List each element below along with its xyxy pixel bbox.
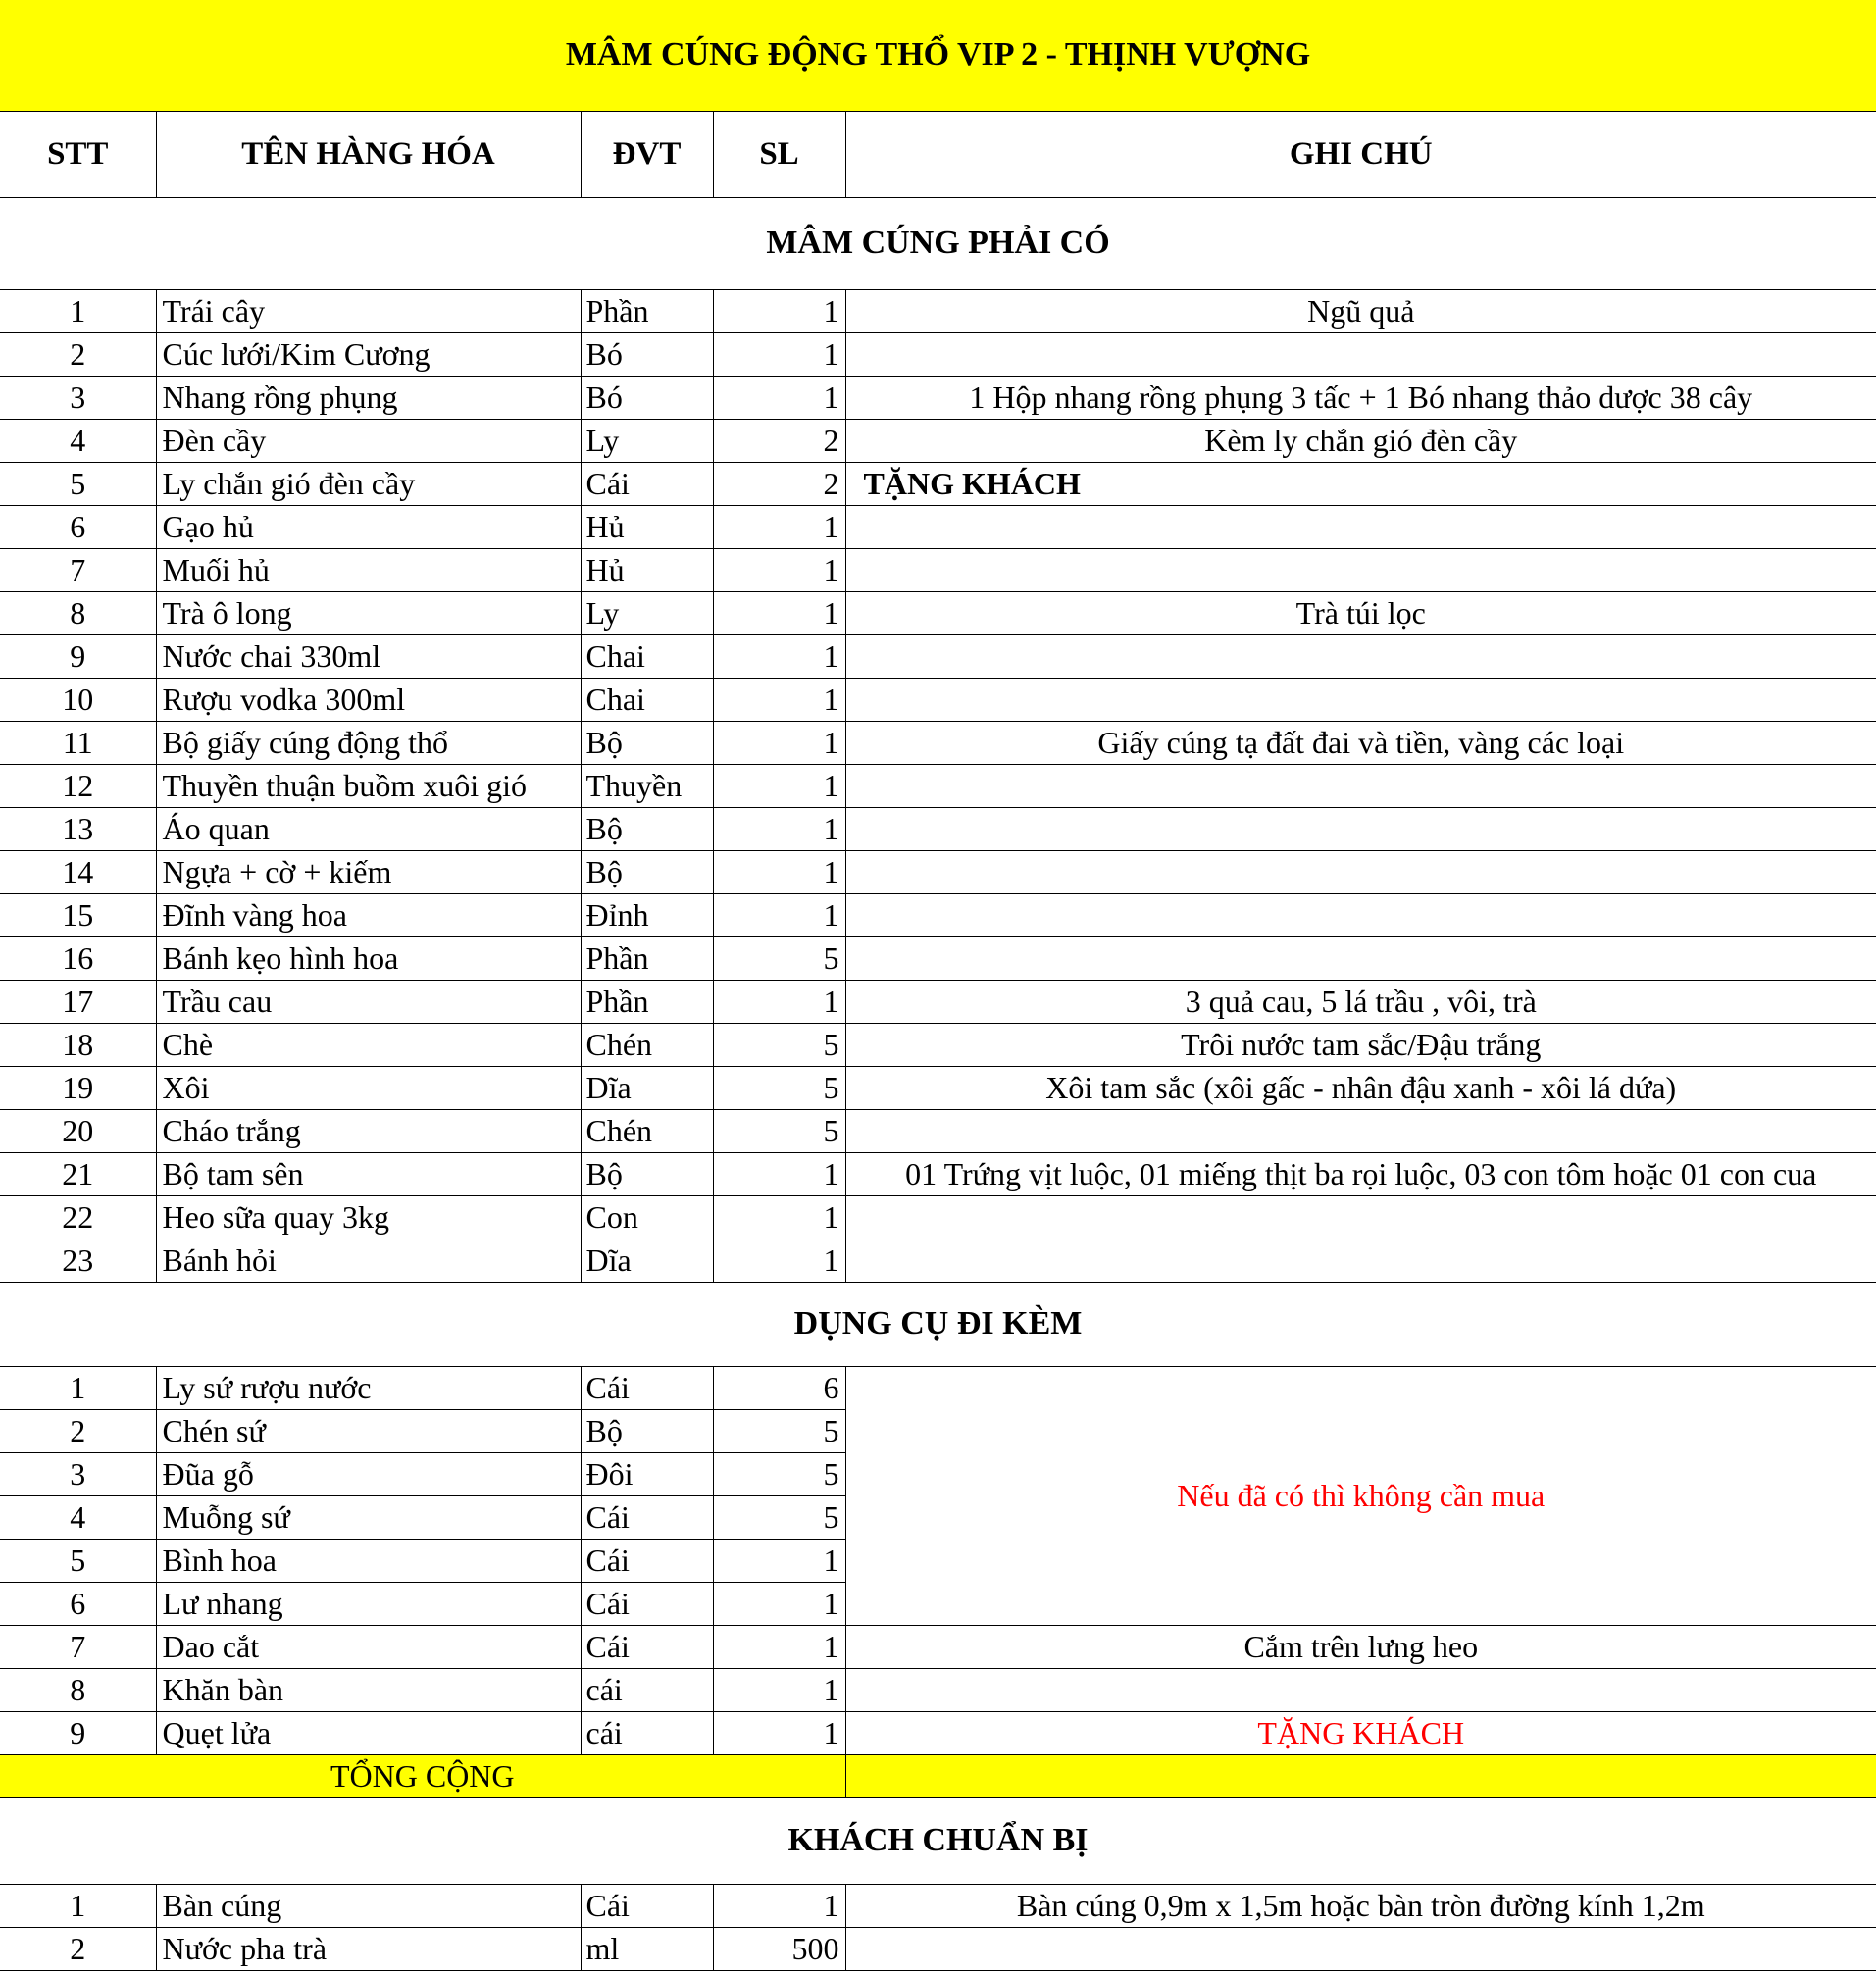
item-number: 8	[0, 591, 156, 634]
item-number: 16	[0, 936, 156, 980]
item-quantity: 5	[713, 1409, 845, 1452]
item-note	[845, 332, 1876, 376]
table-row	[0, 1884, 1876, 1927]
item-quantity: 1	[713, 332, 845, 376]
table-row	[0, 1023, 1876, 1066]
table-row	[0, 1711, 1876, 1754]
item-unit: Phần	[581, 936, 713, 980]
section-title-customer: KHÁCH CHUẨN BỊ	[0, 1797, 1876, 1884]
item-name: Nước pha trà	[156, 1927, 581, 1970]
item-name: Bánh hỏi	[156, 1239, 581, 1282]
item-unit: Bộ	[581, 850, 713, 893]
item-number: 9	[0, 634, 156, 678]
item-note	[845, 1668, 1876, 1711]
item-quantity: 1	[713, 505, 845, 548]
item-unit: Thuyền	[581, 764, 713, 807]
item-note: Trôi nước tam sắc/Đậu trắng	[845, 1023, 1876, 1066]
item-number: 18	[0, 1023, 156, 1066]
item-quantity: 1	[713, 1195, 845, 1239]
item-name: Muối hủ	[156, 548, 581, 591]
title-row	[0, 0, 1876, 111]
item-name: Gạo hủ	[156, 505, 581, 548]
item-number: 6	[0, 1582, 156, 1625]
item-unit: Bộ	[581, 807, 713, 850]
table-row	[0, 721, 1876, 764]
header-unit: ĐVT	[581, 111, 713, 197]
tools-merged-note: Nếu đã có thì không cần mua	[845, 1366, 1876, 1625]
item-quantity: 1	[713, 1711, 845, 1754]
item-quantity: 6	[713, 1366, 845, 1409]
item-quantity: 1	[713, 634, 845, 678]
item-number: 1	[0, 1884, 156, 1927]
item-quantity: 1	[713, 289, 845, 332]
item-note	[845, 548, 1876, 591]
item-quantity: 1	[713, 548, 845, 591]
item-name: Trà ô long	[156, 591, 581, 634]
item-note	[845, 1239, 1876, 1282]
item-quantity: 5	[713, 1495, 845, 1539]
table-row	[0, 1152, 1876, 1195]
item-quantity: 5	[713, 1066, 845, 1109]
item-note: Trà túi lọc	[845, 591, 1876, 634]
item-name: Khăn bàn	[156, 1668, 581, 1711]
item-number: 23	[0, 1239, 156, 1282]
item-unit: Ly	[581, 419, 713, 462]
item-name: Quẹt lửa	[156, 1711, 581, 1754]
item-name: Heo sữa quay 3kg	[156, 1195, 581, 1239]
table-row	[0, 462, 1876, 505]
item-note	[845, 936, 1876, 980]
item-note	[845, 634, 1876, 678]
item-unit: Cái	[581, 1539, 713, 1582]
table-row	[0, 505, 1876, 548]
item-number: 3	[0, 376, 156, 419]
table-row	[0, 1109, 1876, 1152]
item-unit: Bộ	[581, 1152, 713, 1195]
item-quantity: 5	[713, 936, 845, 980]
item-unit: Hủ	[581, 548, 713, 591]
item-unit: Phần	[581, 980, 713, 1023]
table-row	[0, 1239, 1876, 1282]
item-number: 2	[0, 1927, 156, 1970]
item-name: Bộ giấy cúng động thổ	[156, 721, 581, 764]
item-quantity: 1	[713, 1582, 845, 1625]
item-quantity: 2	[713, 419, 845, 462]
item-quantity: 1	[713, 721, 845, 764]
header-qty: SL	[713, 111, 845, 197]
item-note: 1 Hộp nhang rồng phụng 3 tấc + 1 Bó nhang thảo dược 38 cây	[845, 376, 1876, 419]
table-row	[0, 678, 1876, 721]
item-quantity: 1	[713, 893, 845, 936]
item-unit: Bó	[581, 376, 713, 419]
item-unit: Chén	[581, 1023, 713, 1066]
item-note: TẶNG KHÁCH	[845, 462, 1876, 505]
table-row	[0, 591, 1876, 634]
item-quantity: 1	[713, 376, 845, 419]
table-row	[0, 1927, 1876, 1970]
item-unit: Cái	[581, 1884, 713, 1927]
item-name: Cúc lưới/Kim Cương	[156, 332, 581, 376]
item-unit: Cái	[581, 1495, 713, 1539]
item-quantity: 1	[713, 807, 845, 850]
item-name: Bánh kẹo hình hoa	[156, 936, 581, 980]
item-name: Trái cây	[156, 289, 581, 332]
item-number: 4	[0, 1495, 156, 1539]
item-unit: Chai	[581, 634, 713, 678]
table-row	[0, 764, 1876, 807]
section-title-tools: DỤNG CỤ ĐI KÈM	[0, 1282, 1876, 1366]
item-quantity: 1	[713, 850, 845, 893]
item-note: Cắm trên lưng heo	[845, 1625, 1876, 1668]
table-row	[0, 807, 1876, 850]
item-name: Nhang rồng phụng	[156, 376, 581, 419]
table-row	[0, 548, 1876, 591]
item-number: 20	[0, 1109, 156, 1152]
item-name: Xôi	[156, 1066, 581, 1109]
item-name: Dao cắt	[156, 1625, 581, 1668]
section-row	[0, 1282, 1876, 1366]
header-name: TÊN HÀNG HÓA	[156, 111, 581, 197]
item-unit: Ly	[581, 591, 713, 634]
item-note: 3 quả cau, 5 lá trầu , vôi, trà	[845, 980, 1876, 1023]
item-note	[845, 1927, 1876, 1970]
item-note	[845, 764, 1876, 807]
item-number: 15	[0, 893, 156, 936]
item-unit: Đỉnh	[581, 893, 713, 936]
item-number: 10	[0, 678, 156, 721]
item-name: Bàn cúng	[156, 1884, 581, 1927]
item-number: 12	[0, 764, 156, 807]
item-note	[845, 807, 1876, 850]
item-name: Thuyền thuận buồm xuôi gió	[156, 764, 581, 807]
item-unit: Cái	[581, 1582, 713, 1625]
item-quantity: 1	[713, 980, 845, 1023]
table-row	[0, 634, 1876, 678]
item-name: Chè	[156, 1023, 581, 1066]
item-quantity: 1	[713, 1884, 845, 1927]
item-unit: Cái	[581, 462, 713, 505]
table-row	[0, 376, 1876, 419]
header-stt: STT	[0, 111, 156, 197]
item-name: Đèn cầy	[156, 419, 581, 462]
item-number: 11	[0, 721, 156, 764]
item-unit: Bó	[581, 332, 713, 376]
item-note	[845, 505, 1876, 548]
item-name: Rượu vodka 300ml	[156, 678, 581, 721]
item-quantity: 1	[713, 591, 845, 634]
header-row	[0, 111, 1876, 197]
item-quantity: 1	[713, 1668, 845, 1711]
table-row	[0, 419, 1876, 462]
section-row	[0, 1797, 1876, 1884]
item-name: Ly sứ rượu nước	[156, 1366, 581, 1409]
section-title-required: MÂM CÚNG PHẢI CÓ	[0, 197, 1876, 289]
item-quantity: 5	[713, 1452, 845, 1495]
item-name: Ngựa + cờ + kiếm	[156, 850, 581, 893]
item-quantity: 2	[713, 462, 845, 505]
item-name: Nước chai 330ml	[156, 634, 581, 678]
item-note: Ngũ quả	[845, 289, 1876, 332]
item-unit: Bộ	[581, 1409, 713, 1452]
item-quantity: 5	[713, 1109, 845, 1152]
item-number: 9	[0, 1711, 156, 1754]
item-unit: Đôi	[581, 1452, 713, 1495]
item-number: 13	[0, 807, 156, 850]
table-row	[0, 936, 1876, 980]
item-number: 14	[0, 850, 156, 893]
item-unit: Dĩa	[581, 1066, 713, 1109]
item-unit: Cái	[581, 1366, 713, 1409]
item-number: 22	[0, 1195, 156, 1239]
item-note: Xôi tam sắc (xôi gấc - nhân đậu xanh - xôi lá dứa)	[845, 1066, 1876, 1109]
item-name: Bộ tam sên	[156, 1152, 581, 1195]
item-name: Muỗng sứ	[156, 1495, 581, 1539]
table-row	[0, 1366, 1876, 1409]
item-unit: Bộ	[581, 721, 713, 764]
item-name: Ly chắn gió đèn cầy	[156, 462, 581, 505]
item-name: Áo quan	[156, 807, 581, 850]
item-unit: Dĩa	[581, 1239, 713, 1282]
item-unit: Con	[581, 1195, 713, 1239]
item-number: 2	[0, 1409, 156, 1452]
item-name: Chén sứ	[156, 1409, 581, 1452]
item-number: 19	[0, 1066, 156, 1109]
item-unit: cái	[581, 1711, 713, 1754]
item-quantity: 1	[713, 764, 845, 807]
table-row	[0, 980, 1876, 1023]
item-name: Bình hoa	[156, 1539, 581, 1582]
table-row	[0, 289, 1876, 332]
item-number: 6	[0, 505, 156, 548]
item-quantity: 500	[713, 1927, 845, 1970]
table-row	[0, 1195, 1876, 1239]
item-name: Cháo trắng	[156, 1109, 581, 1152]
item-name: Lư nhang	[156, 1582, 581, 1625]
item-unit: cái	[581, 1668, 713, 1711]
item-quantity: 5	[713, 1023, 845, 1066]
item-name: Đũa gỗ	[156, 1452, 581, 1495]
item-note: TẶNG KHÁCH	[845, 1711, 1876, 1754]
item-number: 7	[0, 548, 156, 591]
item-quantity: 1	[713, 1152, 845, 1195]
item-quantity: 1	[713, 1539, 845, 1582]
item-name: Đĩnh vàng hoa	[156, 893, 581, 936]
item-quantity: 1	[713, 678, 845, 721]
item-number: 3	[0, 1452, 156, 1495]
total-value	[845, 1754, 1876, 1797]
item-note: Kèm ly chắn gió đèn cầy	[845, 419, 1876, 462]
item-unit: Phần	[581, 289, 713, 332]
item-note	[845, 893, 1876, 936]
section-row	[0, 197, 1876, 289]
item-number: 1	[0, 1366, 156, 1409]
item-note: Bàn cúng 0,9m x 1,5m hoặc bàn tròn đường kính 1,2m	[845, 1884, 1876, 1927]
item-unit: ml	[581, 1927, 713, 1970]
item-number: 1	[0, 289, 156, 332]
item-note	[845, 678, 1876, 721]
total-label: TỔNG CỘNG	[0, 1754, 845, 1797]
item-note: Giấy cúng tạ đất đai và tiền, vàng các loại	[845, 721, 1876, 764]
item-number: 4	[0, 419, 156, 462]
item-quantity: 1	[713, 1239, 845, 1282]
item-note	[845, 850, 1876, 893]
item-number: 21	[0, 1152, 156, 1195]
item-name: Trầu cau	[156, 980, 581, 1023]
header-note: GHI CHÚ	[845, 111, 1876, 197]
total-row	[0, 1754, 1876, 1797]
table-row	[0, 850, 1876, 893]
item-unit: Chén	[581, 1109, 713, 1152]
item-unit: Hủ	[581, 505, 713, 548]
item-number: 8	[0, 1668, 156, 1711]
item-note	[845, 1195, 1876, 1239]
item-note	[845, 1109, 1876, 1152]
item-number: 7	[0, 1625, 156, 1668]
sheet-title: MÂM CÚNG ĐỘNG THỔ VIP 2 - THỊNH VƯỢNG	[0, 0, 1876, 111]
table-row	[0, 1668, 1876, 1711]
table-row	[0, 893, 1876, 936]
table-row	[0, 1625, 1876, 1668]
item-unit: Chai	[581, 678, 713, 721]
item-number: 5	[0, 462, 156, 505]
item-number: 2	[0, 332, 156, 376]
item-number: 5	[0, 1539, 156, 1582]
table-row	[0, 332, 1876, 376]
table-row	[0, 1066, 1876, 1109]
item-number: 17	[0, 980, 156, 1023]
item-note: 01 Trứng vịt luộc, 01 miếng thịt ba rọi luộc, 03 con tôm hoặc 01 con cua	[845, 1152, 1876, 1195]
item-quantity: 1	[713, 1625, 845, 1668]
item-unit: Cái	[581, 1625, 713, 1668]
